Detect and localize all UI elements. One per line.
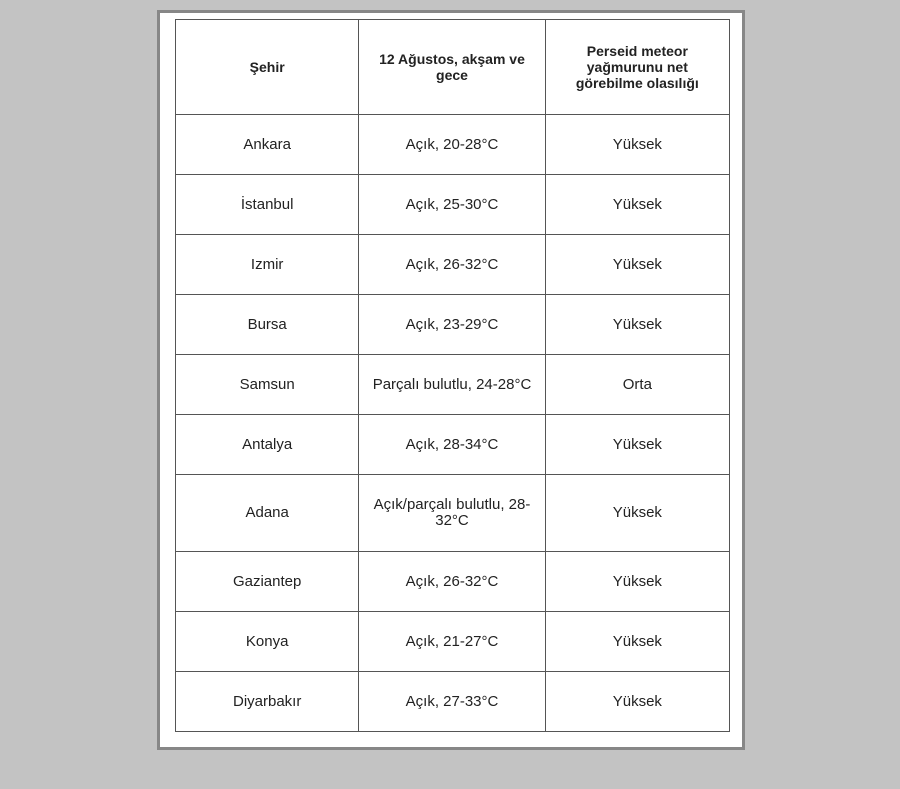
table-row bbox=[176, 612, 730, 672]
cell-weather: Açık, 28-34°C bbox=[359, 415, 545, 475]
cell-city: Antalya bbox=[176, 415, 359, 475]
cell-city: Gaziantep bbox=[176, 552, 359, 612]
cell-visibility-chance: Yüksek bbox=[545, 115, 729, 175]
cell-city: İstanbul bbox=[176, 175, 359, 235]
cell-weather: Açık, 20-28°C bbox=[359, 115, 545, 175]
cell-visibility-chance: Yüksek bbox=[545, 672, 729, 732]
header-city: Şehir bbox=[176, 20, 359, 115]
document-page bbox=[157, 10, 745, 750]
cell-visibility-chance: Yüksek bbox=[545, 475, 729, 552]
cell-visibility-chance: Yüksek bbox=[545, 175, 729, 235]
table-row bbox=[176, 295, 730, 355]
cell-weather: Parçalı bulutlu, 24-28°C bbox=[359, 355, 545, 415]
cell-weather: Açık, 26-32°C bbox=[359, 552, 545, 612]
table-row bbox=[176, 672, 730, 732]
table-row bbox=[176, 175, 730, 235]
table-row bbox=[176, 355, 730, 415]
cell-visibility-chance: Yüksek bbox=[545, 235, 729, 295]
cell-weather: Açık, 27-33°C bbox=[359, 672, 545, 732]
cell-weather: Açık, 25-30°C bbox=[359, 175, 545, 235]
cell-visibility-chance: Yüksek bbox=[545, 415, 729, 475]
cell-city: Konya bbox=[176, 612, 359, 672]
cell-city: Adana bbox=[176, 475, 359, 552]
cell-weather: Açık/parçalı bulutlu, 28-32°C bbox=[359, 475, 545, 552]
cell-visibility-chance: Yüksek bbox=[545, 552, 729, 612]
header-weather: 12 Ağustos, akşam ve gece bbox=[359, 20, 545, 115]
cell-city: Diyarbakır bbox=[176, 672, 359, 732]
cell-weather: Açık, 26-32°C bbox=[359, 235, 545, 295]
table-row bbox=[176, 415, 730, 475]
table-row bbox=[176, 235, 730, 295]
cell-weather: Açık, 21-27°C bbox=[359, 612, 545, 672]
cell-city: Ankara bbox=[176, 115, 359, 175]
cell-city: Bursa bbox=[176, 295, 359, 355]
cell-visibility-chance: Yüksek bbox=[545, 295, 729, 355]
table-header-row bbox=[176, 20, 730, 115]
cell-weather: Açık, 23-29°C bbox=[359, 295, 545, 355]
cell-city: Izmir bbox=[176, 235, 359, 295]
cell-visibility-chance: Orta bbox=[545, 355, 729, 415]
cell-city: Samsun bbox=[176, 355, 359, 415]
table-row bbox=[176, 475, 730, 552]
header-visibility-chance: Perseid meteor yağmurunu net görebilme olasılığı bbox=[545, 20, 729, 115]
weather-table bbox=[175, 19, 730, 732]
cell-visibility-chance: Yüksek bbox=[545, 612, 729, 672]
table-row bbox=[176, 552, 730, 612]
table-row bbox=[176, 115, 730, 175]
